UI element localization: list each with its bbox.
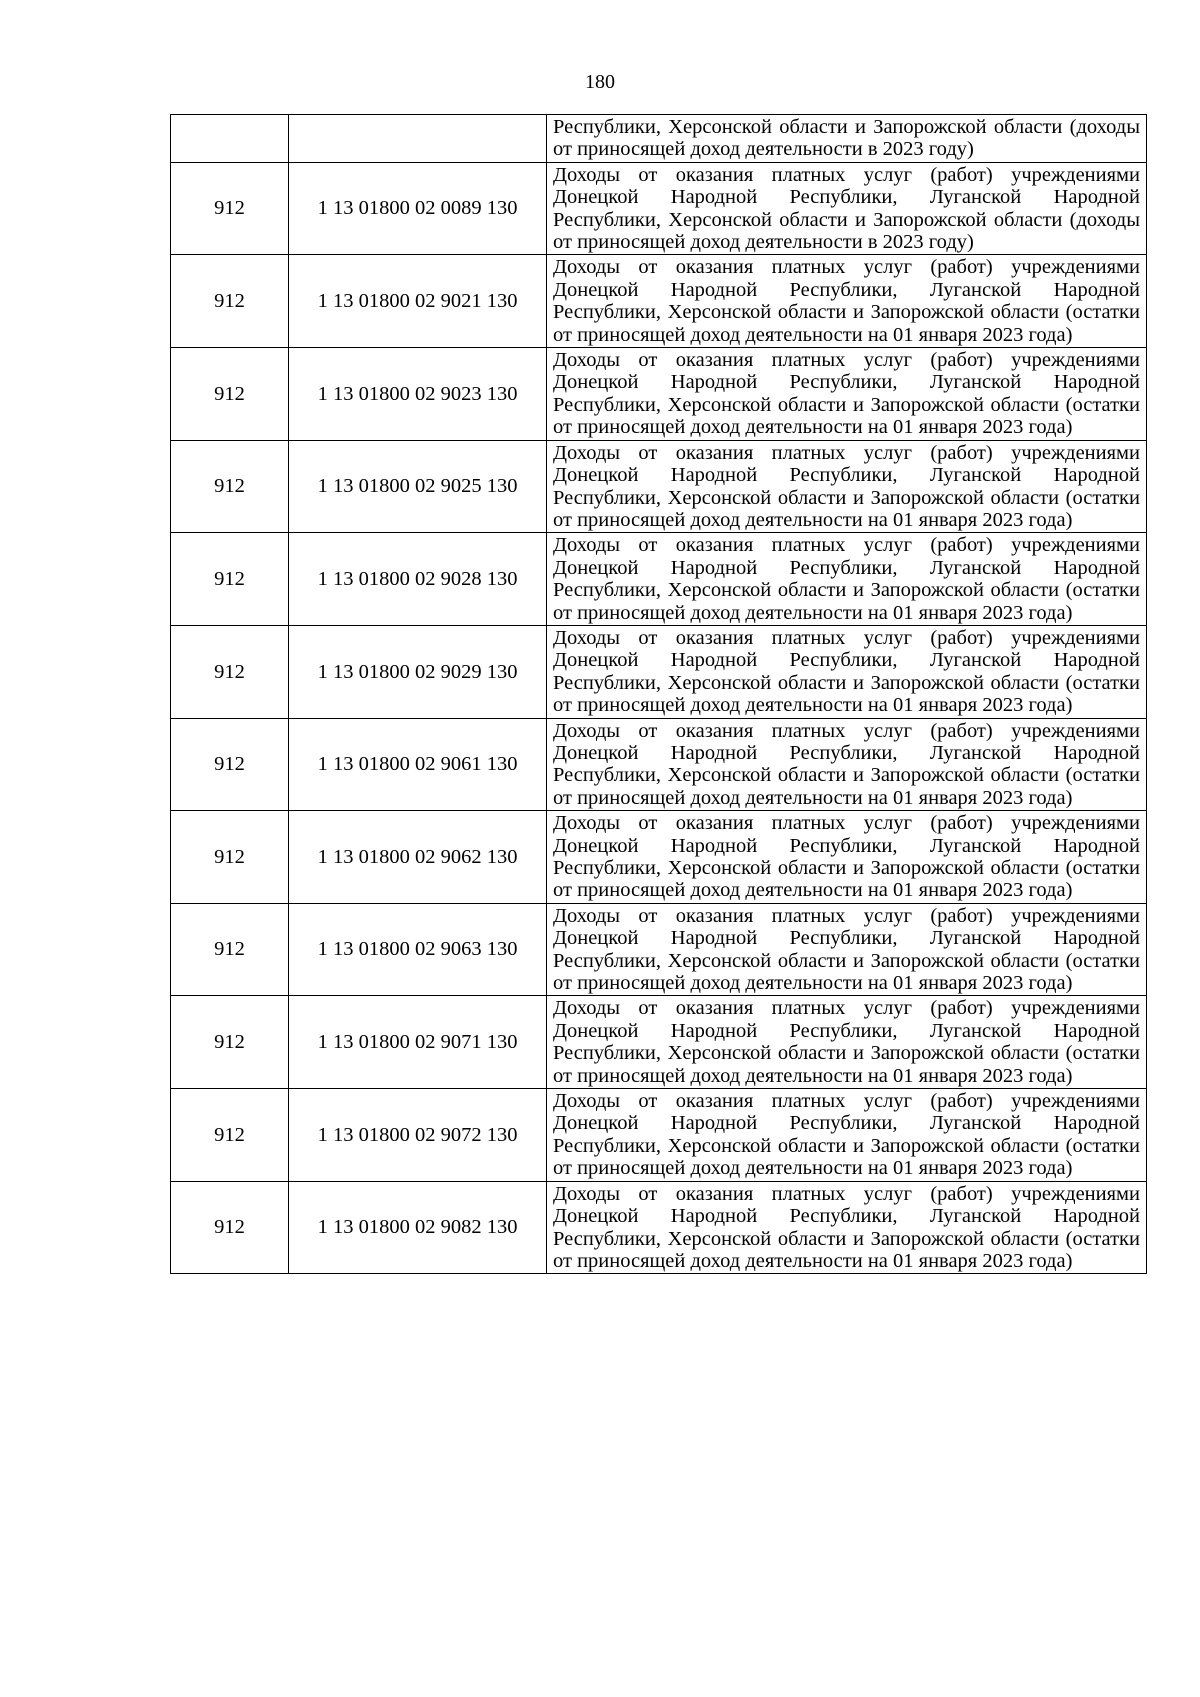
income-code-cell: 1 13 01800 02 9028 130 bbox=[289, 533, 547, 626]
income-code-cell: 1 13 01800 02 9082 130 bbox=[289, 1181, 547, 1274]
page-number: 180 bbox=[585, 71, 615, 93]
table-row bbox=[171, 1089, 1147, 1182]
admin-code-cell: 912 bbox=[171, 625, 289, 718]
income-description-cell: Доходы от оказания платных услуг (работ) учреждениями Донецкой Народной Республики, Луганской Народной Республики, Херсонской области и Запорожской области (остатки от приносящей доход деятельности на 01 января 2023 года) bbox=[547, 718, 1147, 811]
income-code-cell: 1 13 01800 02 9025 130 bbox=[289, 440, 547, 533]
table-row bbox=[171, 348, 1147, 441]
income-description-cell: Доходы от оказания платных услуг (работ) учреждениями Донецкой Народной Республики, Луганской Народной Республики, Херсонской области и Запорожской области (остатки от приносящей доход деятельности на 01 января 2023 года) bbox=[547, 903, 1147, 996]
table-row bbox=[171, 115, 1147, 163]
income-code-cell: 1 13 01800 02 9021 130 bbox=[289, 255, 547, 348]
table-row bbox=[171, 1181, 1147, 1274]
income-code-cell: 1 13 01800 02 9071 130 bbox=[289, 996, 547, 1089]
income-code-cell: 1 13 01800 02 9072 130 bbox=[289, 1089, 547, 1182]
income-description-cell: Доходы от оказания платных услуг (работ) учреждениями Донецкой Народной Республики, Луганской Народной Республики, Херсонской области и Запорожской области (остатки от приносящей доход деятельности на 01 января 2023 года) bbox=[547, 1089, 1147, 1182]
income-code-cell: 1 13 01800 02 9062 130 bbox=[289, 811, 547, 904]
income-code-cell: 1 13 01800 02 9063 130 bbox=[289, 903, 547, 996]
admin-code-cell: 912 bbox=[171, 1089, 289, 1182]
table-row bbox=[171, 162, 1147, 255]
admin-code-cell: 912 bbox=[171, 811, 289, 904]
table-row bbox=[171, 533, 1147, 626]
table-row bbox=[171, 903, 1147, 996]
income-description-cell: Доходы от оказания платных услуг (работ) учреждениями Донецкой Народной Республики, Луганской Народной Республики, Херсонской области и Запорожской области (остатки от приносящей доход деятельности на 01 января 2023 года) bbox=[547, 996, 1147, 1089]
income-description-cell: Доходы от оказания платных услуг (работ) учреждениями Донецкой Народной Республики, Луганской Народной Республики, Херсонской области и Запорожской области (остатки от приносящей доход деятельности на 01 января 2023 года) bbox=[547, 811, 1147, 904]
admin-code-cell: 912 bbox=[171, 903, 289, 996]
income-description-cell: Доходы от оказания платных услуг (работ) учреждениями Донецкой Народной Республики, Луганской Народной Республики, Херсонской области и Запорожской области (остатки от приносящей доход деятельности на 01 января 2023 года) bbox=[547, 625, 1147, 718]
admin-code-cell: 912 bbox=[171, 162, 289, 255]
table-body bbox=[171, 115, 1147, 1274]
admin-code-cell: 912 bbox=[171, 255, 289, 348]
income-code-cell: 1 13 01800 02 9061 130 bbox=[289, 718, 547, 811]
admin-code-cell: 912 bbox=[171, 1181, 289, 1274]
admin-code-cell: 912 bbox=[171, 440, 289, 533]
admin-code-cell: 912 bbox=[171, 348, 289, 441]
admin-code-cell: 912 bbox=[171, 533, 289, 626]
income-code-cell: 1 13 01800 02 9029 130 bbox=[289, 625, 547, 718]
table-row bbox=[171, 718, 1147, 811]
income-description-cell: Доходы от оказания платных услуг (работ) учреждениями Донецкой Народной Республики, Луганской Народной Республики, Херсонской области и Запорожской области (остатки от приносящей доход деятельности на 01 января 2023 года) bbox=[547, 255, 1147, 348]
table-row bbox=[171, 255, 1147, 348]
income-description-cell: Доходы от оказания платных услуг (работ) учреждениями Донецкой Народной Республики, Луганской Народной Республики, Херсонской области и Запорожской области (остатки от приносящей доход деятельности на 01 января 2023 года) bbox=[547, 533, 1147, 626]
income-description-cell: Доходы от оказания платных услуг (работ) учреждениями Донецкой Народной Республики, Луганской Народной Республики, Херсонской области и Запорожской области (остатки от приносящей доход деятельности на 01 января 2023 года) bbox=[547, 440, 1147, 533]
table-row bbox=[171, 625, 1147, 718]
admin-code-cell: 912 bbox=[171, 718, 289, 811]
income-description-cell: Республики, Херсонской области и Запорожской области (доходы от приносящей доход деятельности в 2023 году) bbox=[547, 115, 1147, 163]
income-code-cell bbox=[289, 115, 547, 163]
income-description-cell: Доходы от оказания платных услуг (работ) учреждениями Донецкой Народной Республики, Луганской Народной Республики, Херсонской области и Запорожской области (остатки от приносящей доход деятельности на 01 января 2023 года) bbox=[547, 1181, 1147, 1274]
admin-code-cell: 912 bbox=[171, 996, 289, 1089]
table-row bbox=[171, 440, 1147, 533]
admin-code-cell bbox=[171, 115, 289, 163]
budget-classification-table bbox=[170, 114, 1147, 1274]
income-code-cell: 1 13 01800 02 0089 130 bbox=[289, 162, 547, 255]
income-description-cell: Доходы от оказания платных услуг (работ) учреждениями Донецкой Народной Республики, Луганской Народной Республики, Херсонской области и Запорожской области (остатки от приносящей доход деятельности на 01 января 2023 года) bbox=[547, 348, 1147, 441]
income-code-cell: 1 13 01800 02 9023 130 bbox=[289, 348, 547, 441]
income-description-cell: Доходы от оказания платных услуг (работ) учреждениями Донецкой Народной Республики, Луганской Народной Республики, Херсонской области и Запорожской области (доходы от приносящей доход деятельности в 2023 году) bbox=[547, 162, 1147, 255]
table-row bbox=[171, 811, 1147, 904]
table-row bbox=[171, 996, 1147, 1089]
